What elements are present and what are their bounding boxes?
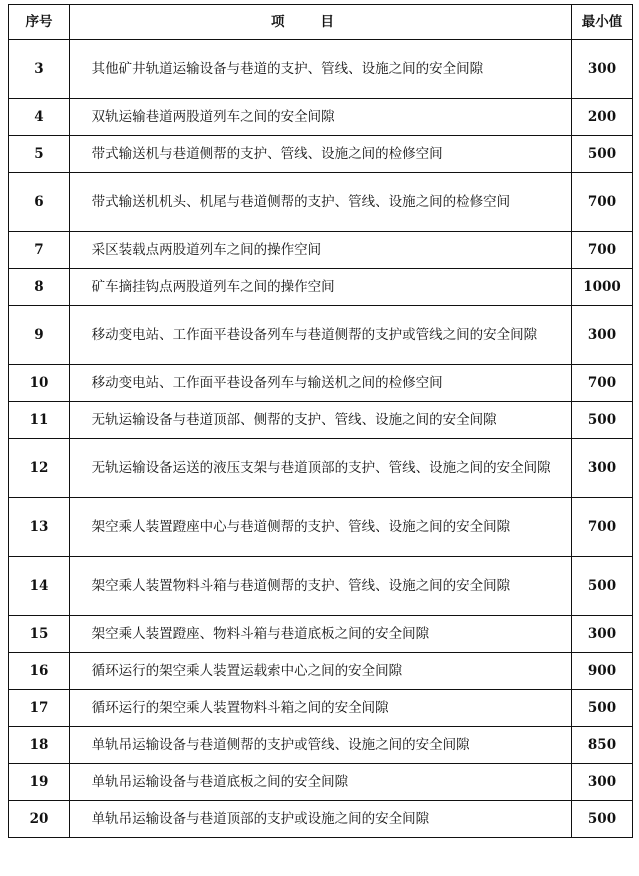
row-item-text: 带式输送机机头、机尾与巷道侧帮的支护、管线、设施之间的检修空间	[91, 193, 511, 210]
row-number: 8	[9, 269, 70, 306]
table-row	[9, 616, 633, 653]
row-item-text: 架空乘人装置物料斗箱与巷道侧帮的支护、管线、设施之间的安全间隙	[91, 577, 511, 594]
row-item	[70, 402, 572, 439]
row-item-text: 无轨运输设备运送的液压支架与巷道顶部的支护、管线、设施之间的安全间隙	[91, 459, 551, 476]
row-item-text: 单轨吊运输设备与巷道底板之间的安全间隙	[91, 773, 349, 790]
row-number: 6	[9, 173, 70, 232]
table-row	[9, 99, 633, 136]
row-item-text: 采区装载点两股道列车之间的操作空间	[91, 241, 322, 258]
header-no: 序号	[9, 5, 70, 40]
row-number: 12	[9, 439, 70, 498]
row-item-text: 单轨吊运输设备与巷道侧帮的支护或管线、设施之间的安全间隙	[91, 736, 470, 753]
row-number: 19	[9, 764, 70, 801]
row-item-text: 单轨吊运输设备与巷道顶部的支护或设施之间的安全间隙	[91, 810, 430, 827]
row-item	[70, 136, 572, 173]
row-item	[70, 764, 572, 801]
row-number: 7	[9, 232, 70, 269]
row-number: 17	[9, 690, 70, 727]
row-item	[70, 173, 572, 232]
table-row	[9, 173, 633, 232]
row-item	[70, 616, 572, 653]
row-item	[70, 690, 572, 727]
table-row	[9, 690, 633, 727]
table-row	[9, 402, 633, 439]
row-item-text: 双轨运输巷道两股道列车之间的安全间隙	[91, 108, 335, 125]
table-row	[9, 269, 633, 306]
table-row	[9, 653, 633, 690]
table-row	[9, 764, 633, 801]
row-number: 15	[9, 616, 70, 653]
row-item-text: 无轨运输设备与巷道顶部、侧帮的支护、管线、设施之间的安全间隙	[91, 411, 497, 428]
row-item	[70, 439, 572, 498]
table-row	[9, 801, 633, 838]
row-item-text: 带式输送机与巷道侧帮的支护、管线、设施之间的检修空间	[91, 145, 443, 162]
row-number: 14	[9, 557, 70, 616]
row-item	[70, 801, 572, 838]
row-min-value: 500	[572, 690, 633, 727]
row-item	[70, 727, 572, 764]
row-min-value: 500	[572, 801, 633, 838]
row-number: 11	[9, 402, 70, 439]
row-number: 4	[9, 99, 70, 136]
row-item	[70, 40, 572, 99]
table-row	[9, 232, 633, 269]
row-number: 9	[9, 306, 70, 365]
row-item-text: 循环运行的架空乘人装置物料斗箱之间的安全间隙	[91, 699, 389, 716]
row-min-value: 700	[572, 498, 633, 557]
row-min-value: 900	[572, 653, 633, 690]
row-item-text: 架空乘人装置蹬座中心与巷道侧帮的支护、管线、设施之间的安全间隙	[91, 518, 511, 535]
row-item	[70, 498, 572, 557]
row-number: 10	[9, 365, 70, 402]
row-min-value: 700	[572, 173, 633, 232]
row-number: 3	[9, 40, 70, 99]
row-item-text: 架空乘人装置蹬座、物料斗箱与巷道底板之间的安全间隙	[91, 625, 430, 642]
row-min-value: 300	[572, 616, 633, 653]
row-item	[70, 99, 572, 136]
row-item-text: 其他矿井轨道运输设备与巷道的支护、管线、设施之间的安全间隙	[91, 60, 484, 77]
row-min-value: 500	[572, 402, 633, 439]
row-item	[70, 269, 572, 306]
row-min-value: 850	[572, 727, 633, 764]
row-min-value: 700	[572, 365, 633, 402]
table-row	[9, 365, 633, 402]
row-item-text: 循环运行的架空乘人装置运载索中心之间的安全间隙	[91, 662, 403, 679]
table-row	[9, 727, 633, 764]
clearance-table	[8, 4, 633, 838]
row-item	[70, 365, 572, 402]
row-number: 13	[9, 498, 70, 557]
row-item	[70, 232, 572, 269]
table-row	[9, 136, 633, 173]
row-min-value: 300	[572, 306, 633, 365]
row-item-text: 移动变电站、工作面平巷设备列车与输送机之间的检修空间	[91, 374, 443, 391]
row-item-text: 矿车摘挂钩点两股道列车之间的操作空间	[91, 278, 335, 295]
row-item-text: 移动变电站、工作面平巷设备列车与巷道侧帮的支护或管线之间的安全间隙	[91, 326, 538, 343]
row-min-value: 300	[572, 40, 633, 99]
table-row	[9, 498, 633, 557]
row-min-value: 200	[572, 99, 633, 136]
row-item	[70, 557, 572, 616]
table-row	[9, 40, 633, 99]
row-min-value: 700	[572, 232, 633, 269]
row-item	[70, 653, 572, 690]
row-min-value: 500	[572, 557, 633, 616]
row-min-value: 1000	[572, 269, 633, 306]
row-min-value: 300	[572, 439, 633, 498]
row-number: 20	[9, 801, 70, 838]
header-item: 项目	[70, 5, 572, 40]
row-number: 18	[9, 727, 70, 764]
row-number: 16	[9, 653, 70, 690]
table-header-row	[9, 5, 633, 40]
row-min-value: 300	[572, 764, 633, 801]
row-item	[70, 306, 572, 365]
table-row	[9, 306, 633, 365]
header-min: 最小值	[572, 5, 633, 40]
row-min-value: 500	[572, 136, 633, 173]
table-row	[9, 439, 633, 498]
table-row	[9, 557, 633, 616]
row-number: 5	[9, 136, 70, 173]
